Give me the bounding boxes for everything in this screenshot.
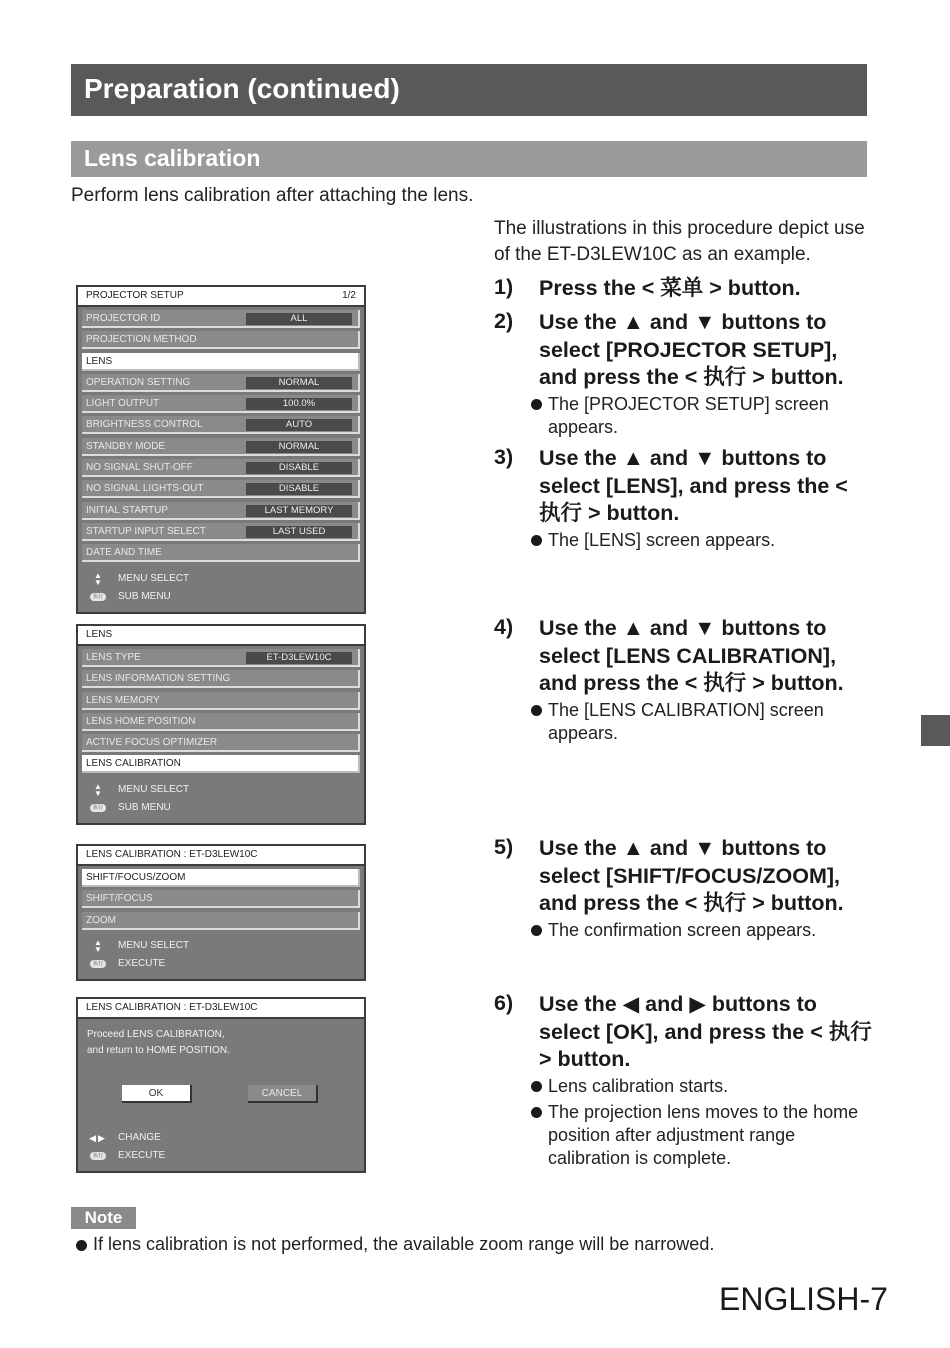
menu-page-indicator: 1/2 — [342, 290, 356, 301]
page-number: ENGLISH-7 — [719, 1281, 888, 1317]
menu-item-no-signal-shut-off[interactable]: NO SIGNAL SHUT-OFF DISABLE — [82, 459, 360, 477]
menu-header — [78, 999, 364, 1019]
up-down-arrows-icon: ▲ ▼ — [94, 781, 102, 798]
execute-button-icon: 执行 — [88, 1152, 108, 1160]
menu-header — [78, 626, 364, 646]
menu-item-value: NORMAL — [246, 441, 352, 453]
footer-action-label: SUB MENU — [118, 590, 171, 602]
step-bullet: The confirmation screen appears. — [530, 919, 874, 942]
menu-title: LENS CALIBRATION : ET-D3LEW10C — [86, 849, 258, 860]
step-bullet: The [PROJECTOR SETUP] screen appears. — [530, 393, 874, 439]
menu-item-startup-input-select[interactable]: STARTUP INPUT SELECT LAST USED — [82, 523, 360, 541]
menu-item-initial-startup[interactable]: INITIAL STARTUP LAST MEMORY — [82, 502, 360, 520]
projector-setup-menu — [76, 285, 366, 614]
up-down-arrows-icon: ▲ ▼ — [94, 937, 102, 954]
step-instruction: Use the ▲ and ▼ buttons to select [SHIFT/FOCUS/ZOOM], and press the < 执行 > button. — [539, 836, 844, 915]
menu-item-zoom[interactable]: ZOOM — [82, 912, 360, 930]
step-instruction: Use the ▲ and ▼ buttons to select [LENS], and press the < 执行 > button. — [539, 446, 848, 525]
step-instruction: Press the < 菜单 > button. — [539, 276, 801, 300]
footer-select-label: MENU SELECT — [118, 939, 190, 951]
illustration-note: The illustrations in this procedure depict use of the ET-D3LEW10C as an example. — [494, 218, 865, 265]
menu-title: LENS CALIBRATION : ET-D3LEW10C — [86, 1002, 258, 1013]
menu-item-lens-memory[interactable]: LENS MEMORY — [82, 692, 360, 710]
step-number: 1) — [494, 275, 514, 299]
menu-item-operation-setting[interactable]: OPERATION SETTING NORMAL — [82, 374, 360, 392]
execute-button-icon: 执行 — [88, 960, 108, 968]
step-number: 2) — [494, 309, 514, 333]
menu-title: PROJECTOR SETUP — [86, 290, 184, 301]
cancel-button[interactable]: CANCEL — [248, 1085, 318, 1103]
step-number: 3) — [494, 445, 514, 469]
menu-item-standby-mode[interactable]: STANDBY MODE NORMAL — [82, 438, 360, 456]
menu-item-value: DISABLE — [246, 483, 352, 495]
menu-item-no-signal-lights-out[interactable]: NO SIGNAL LIGHTS-OUT DISABLE — [82, 480, 360, 498]
menu-item-active-focus-optimizer[interactable]: ACTIVE FOCUS OPTIMIZER — [82, 734, 360, 752]
menu-item-shift-focus-zoom[interactable]: SHIFT/FOCUS/ZOOM — [82, 869, 360, 887]
step-instruction: Use the ▲ and ▼ buttons to select [LENS CALIBRATION], and press the < 执行 > button. — [539, 616, 844, 695]
step-3 — [494, 445, 874, 552]
step-instruction: Use the ◀ and ▶ buttons to select [OK], and press the < 执行 > button. — [539, 992, 872, 1071]
section-title: Lens calibration — [71, 141, 867, 177]
menu-header — [78, 287, 364, 307]
ok-button[interactable]: OK — [122, 1085, 192, 1103]
menu-item-value: DISABLE — [246, 462, 352, 474]
menu-item-lens-calibration[interactable]: LENS CALIBRATION — [82, 755, 360, 773]
note-label: Note — [71, 1207, 136, 1229]
menu-item-value: AUTO — [246, 419, 352, 431]
footer-select-label: MENU SELECT — [118, 572, 190, 584]
menu-item-date-and-time[interactable]: DATE AND TIME — [82, 544, 360, 562]
menu-item-projection-method[interactable]: PROJECTION METHOD — [82, 331, 360, 349]
menu-header — [78, 846, 364, 866]
menu-title: LENS — [86, 629, 113, 640]
lens-menu — [76, 624, 366, 825]
intro-text: Perform lens calibration after attaching the lens. — [71, 185, 474, 206]
step-6 — [494, 991, 874, 1170]
footer-action-label: EXECUTE — [118, 1150, 166, 1161]
step-bullet: Lens calibration starts. — [530, 1075, 874, 1098]
menu-item-value: ET-D3LEW10C — [246, 652, 352, 664]
execute-button-icon: 执行 — [88, 804, 108, 812]
execute-button-icon: 执行 — [88, 593, 108, 601]
footer-action-label: SUB MENU — [118, 801, 171, 813]
footer-select-label: MENU SELECT — [118, 783, 190, 795]
step-instruction: Use the ▲ and ▼ buttons to select [PROJECTOR SETUP], and press the < 执行 > button. — [539, 310, 844, 389]
step-bullet: The [LENS CALIBRATION] screen appears. — [530, 699, 874, 745]
menu-item-light-output[interactable]: LIGHT OUTPUT 100.0% — [82, 395, 360, 413]
menu-item-value: ALL — [246, 313, 352, 325]
step-2 — [494, 309, 874, 439]
menu-item-lens-type[interactable]: LENS TYPE ET-D3LEW10C — [82, 649, 360, 667]
confirmation-message: Proceed LENS CALIBRATION, and return to HOME POSITION. — [87, 1029, 230, 1056]
left-right-arrows-icon: ◀▶ — [89, 1133, 107, 1143]
step-bullet: The [LENS] screen appears. — [530, 529, 874, 552]
chapter-tab — [921, 715, 950, 746]
note-text: If lens calibration is not performed, the available zoom range will be narrowed. — [75, 1234, 714, 1255]
up-down-arrows-icon: ▲ ▼ — [94, 570, 102, 587]
menu-item-lens-home-position[interactable]: LENS HOME POSITION — [82, 713, 360, 731]
step-1 — [494, 275, 874, 303]
menu-item-lens-information-setting[interactable]: LENS INFORMATION SETTING — [82, 670, 360, 688]
menu-item-projector-id[interactable]: PROJECTOR ID ALL — [82, 310, 360, 328]
footer-action-label: EXECUTE — [118, 957, 166, 969]
menu-item-value: 100.0% — [246, 398, 352, 410]
menu-item-value: LAST MEMORY — [246, 505, 352, 517]
menu-item-value: NORMAL — [246, 377, 352, 389]
page-title: Preparation (continued) — [71, 64, 867, 116]
step-number: 6) — [494, 991, 514, 1015]
step-number: 4) — [494, 615, 514, 639]
lens-calibration-menu — [76, 844, 366, 981]
step-number: 5) — [494, 835, 514, 859]
step-4 — [494, 615, 874, 745]
step-5 — [494, 835, 874, 942]
menu-item-value: LAST USED — [246, 526, 352, 538]
footer-select-label: CHANGE — [118, 1132, 161, 1143]
step-bullet: The projection lens moves to the home position after adjustment range calibration is complete. — [530, 1101, 874, 1170]
confirmation-dialog — [76, 997, 366, 1173]
menu-item-shift-focus[interactable]: SHIFT/FOCUS — [82, 890, 360, 908]
menu-item-lens[interactable]: LENS — [82, 353, 360, 371]
menu-item-brightness-control[interactable]: BRIGHTNESS CONTROL AUTO — [82, 416, 360, 434]
